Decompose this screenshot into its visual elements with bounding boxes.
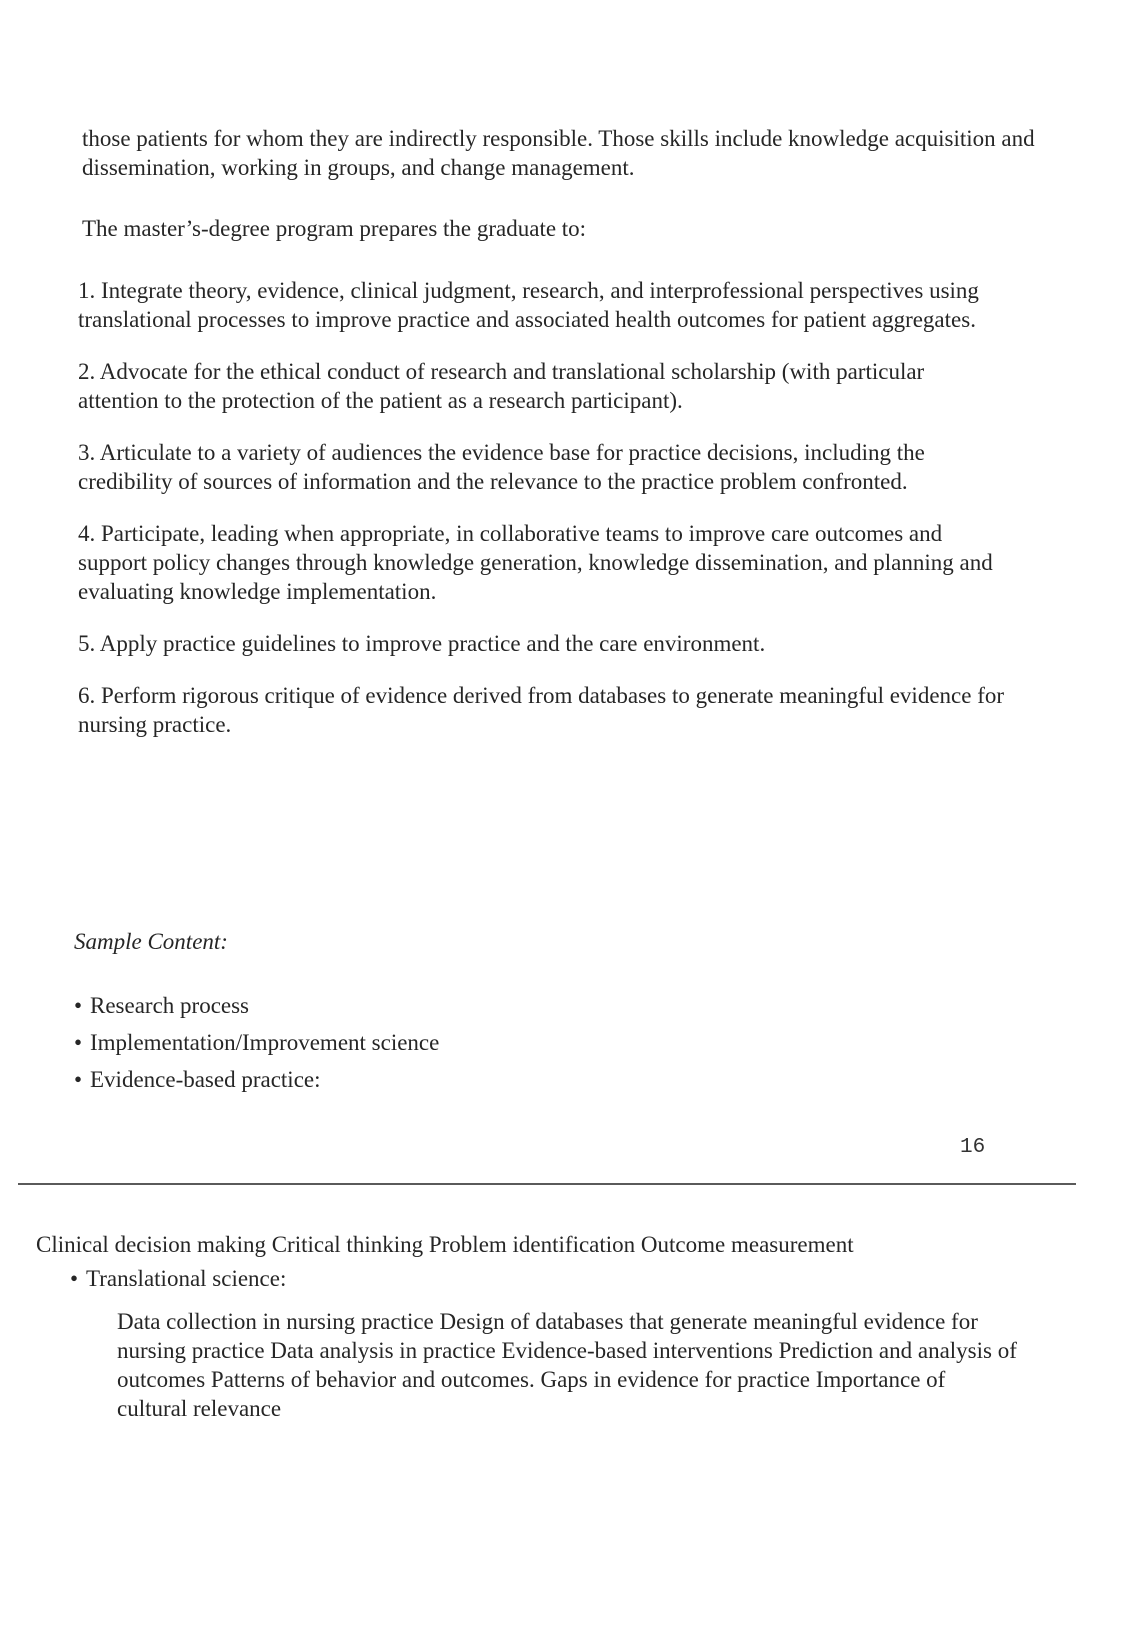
outcome-item: 2. Advocate for the ethical conduct of research and translational scholarship (with particular attention to the protection of the patient as a research participant). (78, 359, 925, 413)
bullet-icon: • (74, 1067, 83, 1092)
sample-content-item (74, 987, 439, 1024)
page-divider (18, 1183, 1076, 1185)
sample-content-item (74, 1061, 439, 1098)
bullet-icon: • (74, 993, 83, 1018)
page-number: 16 (960, 1136, 986, 1159)
continuation-topics-line: Clinical decision making Critical thinking Problem identification Outcome measurement (36, 1232, 854, 1257)
outcome-item: 4. Participate, leading when appropriate, in collaborative teams to improve care outcomes and support policy changes through knowledge generation, knowledge dissemination, and planning and evaluating knowledge implementation. (78, 521, 993, 604)
sample-content-label: Evidence-based practice: (90, 1067, 321, 1092)
program-outcomes-list (78, 276, 1008, 762)
intro-paragraph: those patients for whom they are indirectly responsible. Those skills include knowledge acquisition and dissemination, working in groups, and change management. (82, 126, 1035, 180)
sample-content-item (74, 1024, 439, 1061)
sample-content-label: Research process (90, 993, 250, 1018)
program-lead-sentence: The master’s-degree program prepares the graduate to: (82, 216, 587, 241)
translational-science-details: Data collection in nursing practice Design of databases that generate meaningful evidence for nursing practice Data analysis in practice Evidence-based interventions Prediction and analysis of outcomes Patterns of behavior and outcomes. Gaps in evidence for practice Importance of cultural relevance (117, 1309, 1017, 1421)
bullet-icon: • (70, 1266, 79, 1291)
translational-science-label: Translational science: (86, 1266, 287, 1291)
sample-content-heading: Sample Content: (74, 929, 228, 954)
outcome-item: 1. Integrate theory, evidence, clinical judgment, research, and interprofessional perspectives using translational processes to improve practice and associated health outcomes for patient aggregates. (78, 278, 979, 332)
outcome-item: 3. Articulate to a variety of audiences the evidence base for practice decisions, including the credibility of sources of information and the relevance to the practice problem confronted. (78, 440, 925, 494)
outcome-item: 5. Apply practice guidelines to improve practice and the care environment. (78, 631, 766, 656)
translational-science-item (70, 1264, 286, 1293)
outcome-item: 6. Perform rigorous critique of evidence derived from databases to generate meaningful evidence for nursing practice. (78, 683, 1005, 737)
bullet-icon: • (74, 1030, 83, 1055)
sample-content-label: Implementation/Improvement science (90, 1030, 440, 1055)
sample-content-list (74, 987, 439, 1098)
